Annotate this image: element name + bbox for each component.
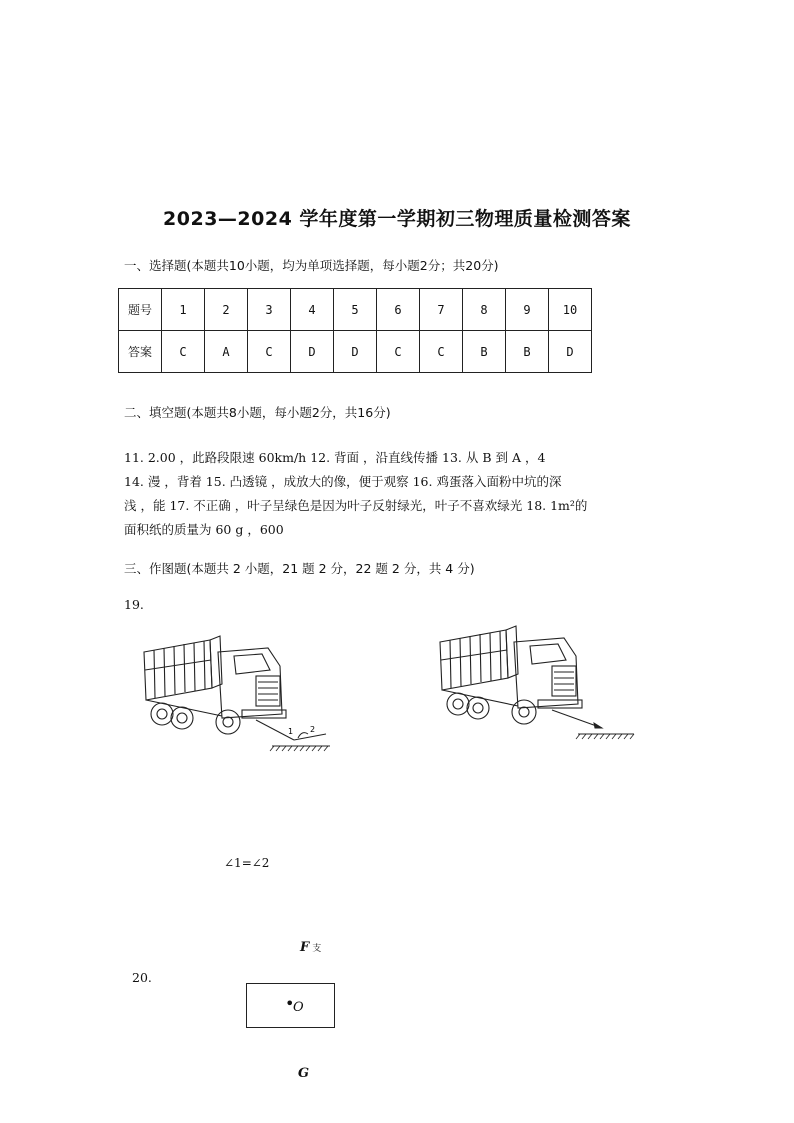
- table-row-answers: [119, 331, 592, 373]
- block-rectangle: [246, 983, 335, 1028]
- truck-illustration-right: [434, 610, 644, 745]
- table-cell: 8: [463, 289, 506, 331]
- table-cell: D: [334, 331, 377, 373]
- force-subscript: 支: [312, 944, 322, 954]
- angle-equality-note: ∠1=∠2: [224, 856, 270, 870]
- fill-line-1: 11. 2.00 ，此路段限速 60km/h 12. 背面 ，沿直线传播 13. 从 B 到 A ，4: [124, 450, 546, 465]
- page-title: 2023—2024 学年度第一学期初三物理质量检测答案: [163, 208, 631, 230]
- table-cell: 2: [205, 289, 248, 331]
- table-cell: 7: [420, 289, 463, 331]
- answer-table: [118, 288, 592, 373]
- center-label: O: [293, 1000, 304, 1015]
- table-cell: 6: [377, 289, 420, 331]
- q19-label: 19.: [124, 597, 144, 612]
- table-cell: 1: [162, 289, 205, 331]
- table-cell: D: [291, 331, 334, 373]
- gravity-label: G: [298, 1066, 310, 1081]
- angle-label-2: 2: [310, 725, 316, 734]
- q20-label: 20.: [132, 970, 152, 985]
- table-row-label: 答案: [119, 331, 162, 373]
- table-cell: 10: [549, 289, 592, 331]
- table-cell: C: [420, 331, 463, 373]
- table-cell: B: [506, 331, 549, 373]
- force-support-label: [300, 936, 321, 955]
- truck-illustration-left: [138, 630, 338, 765]
- table-cell: B: [463, 331, 506, 373]
- table-cell: C: [162, 331, 205, 373]
- fill-line-4: 面积纸的质量为 60 g ，600: [124, 522, 284, 537]
- table-cell: 5: [334, 289, 377, 331]
- table-cell: 4: [291, 289, 334, 331]
- center-point-dot: •: [285, 994, 295, 1013]
- section1-heading: 一、选择题(本题共10小题，均为单项选择题，每小题2分；共20分): [124, 258, 499, 273]
- table-row-label: 题号: [119, 289, 162, 331]
- force-symbol: F: [300, 940, 310, 955]
- table-cell: C: [377, 331, 420, 373]
- section2-heading: 二、填空题(本题共8小题，每小题2分，共16分): [124, 405, 391, 420]
- fill-line-2: 14. 漫 ，背着 15. 凸透镜 ，成放大的像，便于观察 16. 鸡蛋落入面粉中坑的深: [124, 474, 562, 489]
- table-cell: C: [248, 331, 291, 373]
- fill-line-3: 浅 ，能 17. 不正确 ，叶子呈绿色是因为叶子反射绿光，叶子不喜欢绿光 18. 1m²的: [124, 498, 588, 513]
- table-cell: D: [549, 331, 592, 373]
- angle-label-1: 1: [288, 727, 294, 736]
- table-cell: 3: [248, 289, 291, 331]
- table-cell: 9: [506, 289, 549, 331]
- table-cell: A: [205, 331, 248, 373]
- section3-heading: 三、作图题(本题共 2 小题，21 题 2 分，22 题 2 分，共 4 分): [124, 561, 475, 576]
- table-row-numbers: [119, 289, 592, 331]
